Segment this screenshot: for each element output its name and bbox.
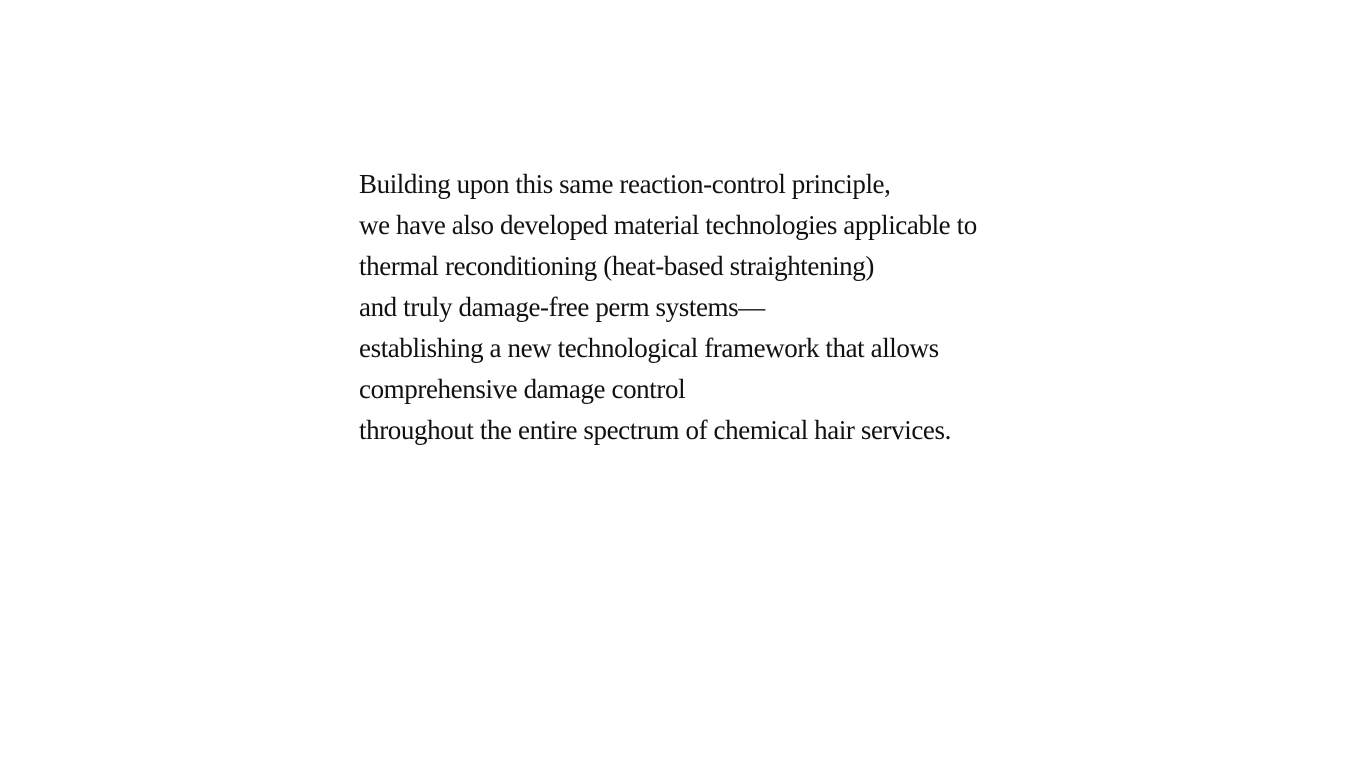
- paragraph-line-1: Building upon this same reaction-control principle,: [359, 169, 891, 199]
- paragraph-line-5: establishing a new technological framework that allows: [359, 333, 939, 363]
- paragraph-line-3: thermal reconditioning (heat-based straightening): [359, 251, 874, 281]
- body-paragraph: [359, 164, 1059, 451]
- paragraph-line-4: and truly damage-free perm systems—: [359, 292, 765, 322]
- paragraph-line-7: throughout the entire spectrum of chemical hair services.: [359, 415, 951, 445]
- paragraph-line-2: we have also developed material technologies applicable to: [359, 210, 977, 240]
- paragraph-line-6: comprehensive damage control: [359, 374, 686, 404]
